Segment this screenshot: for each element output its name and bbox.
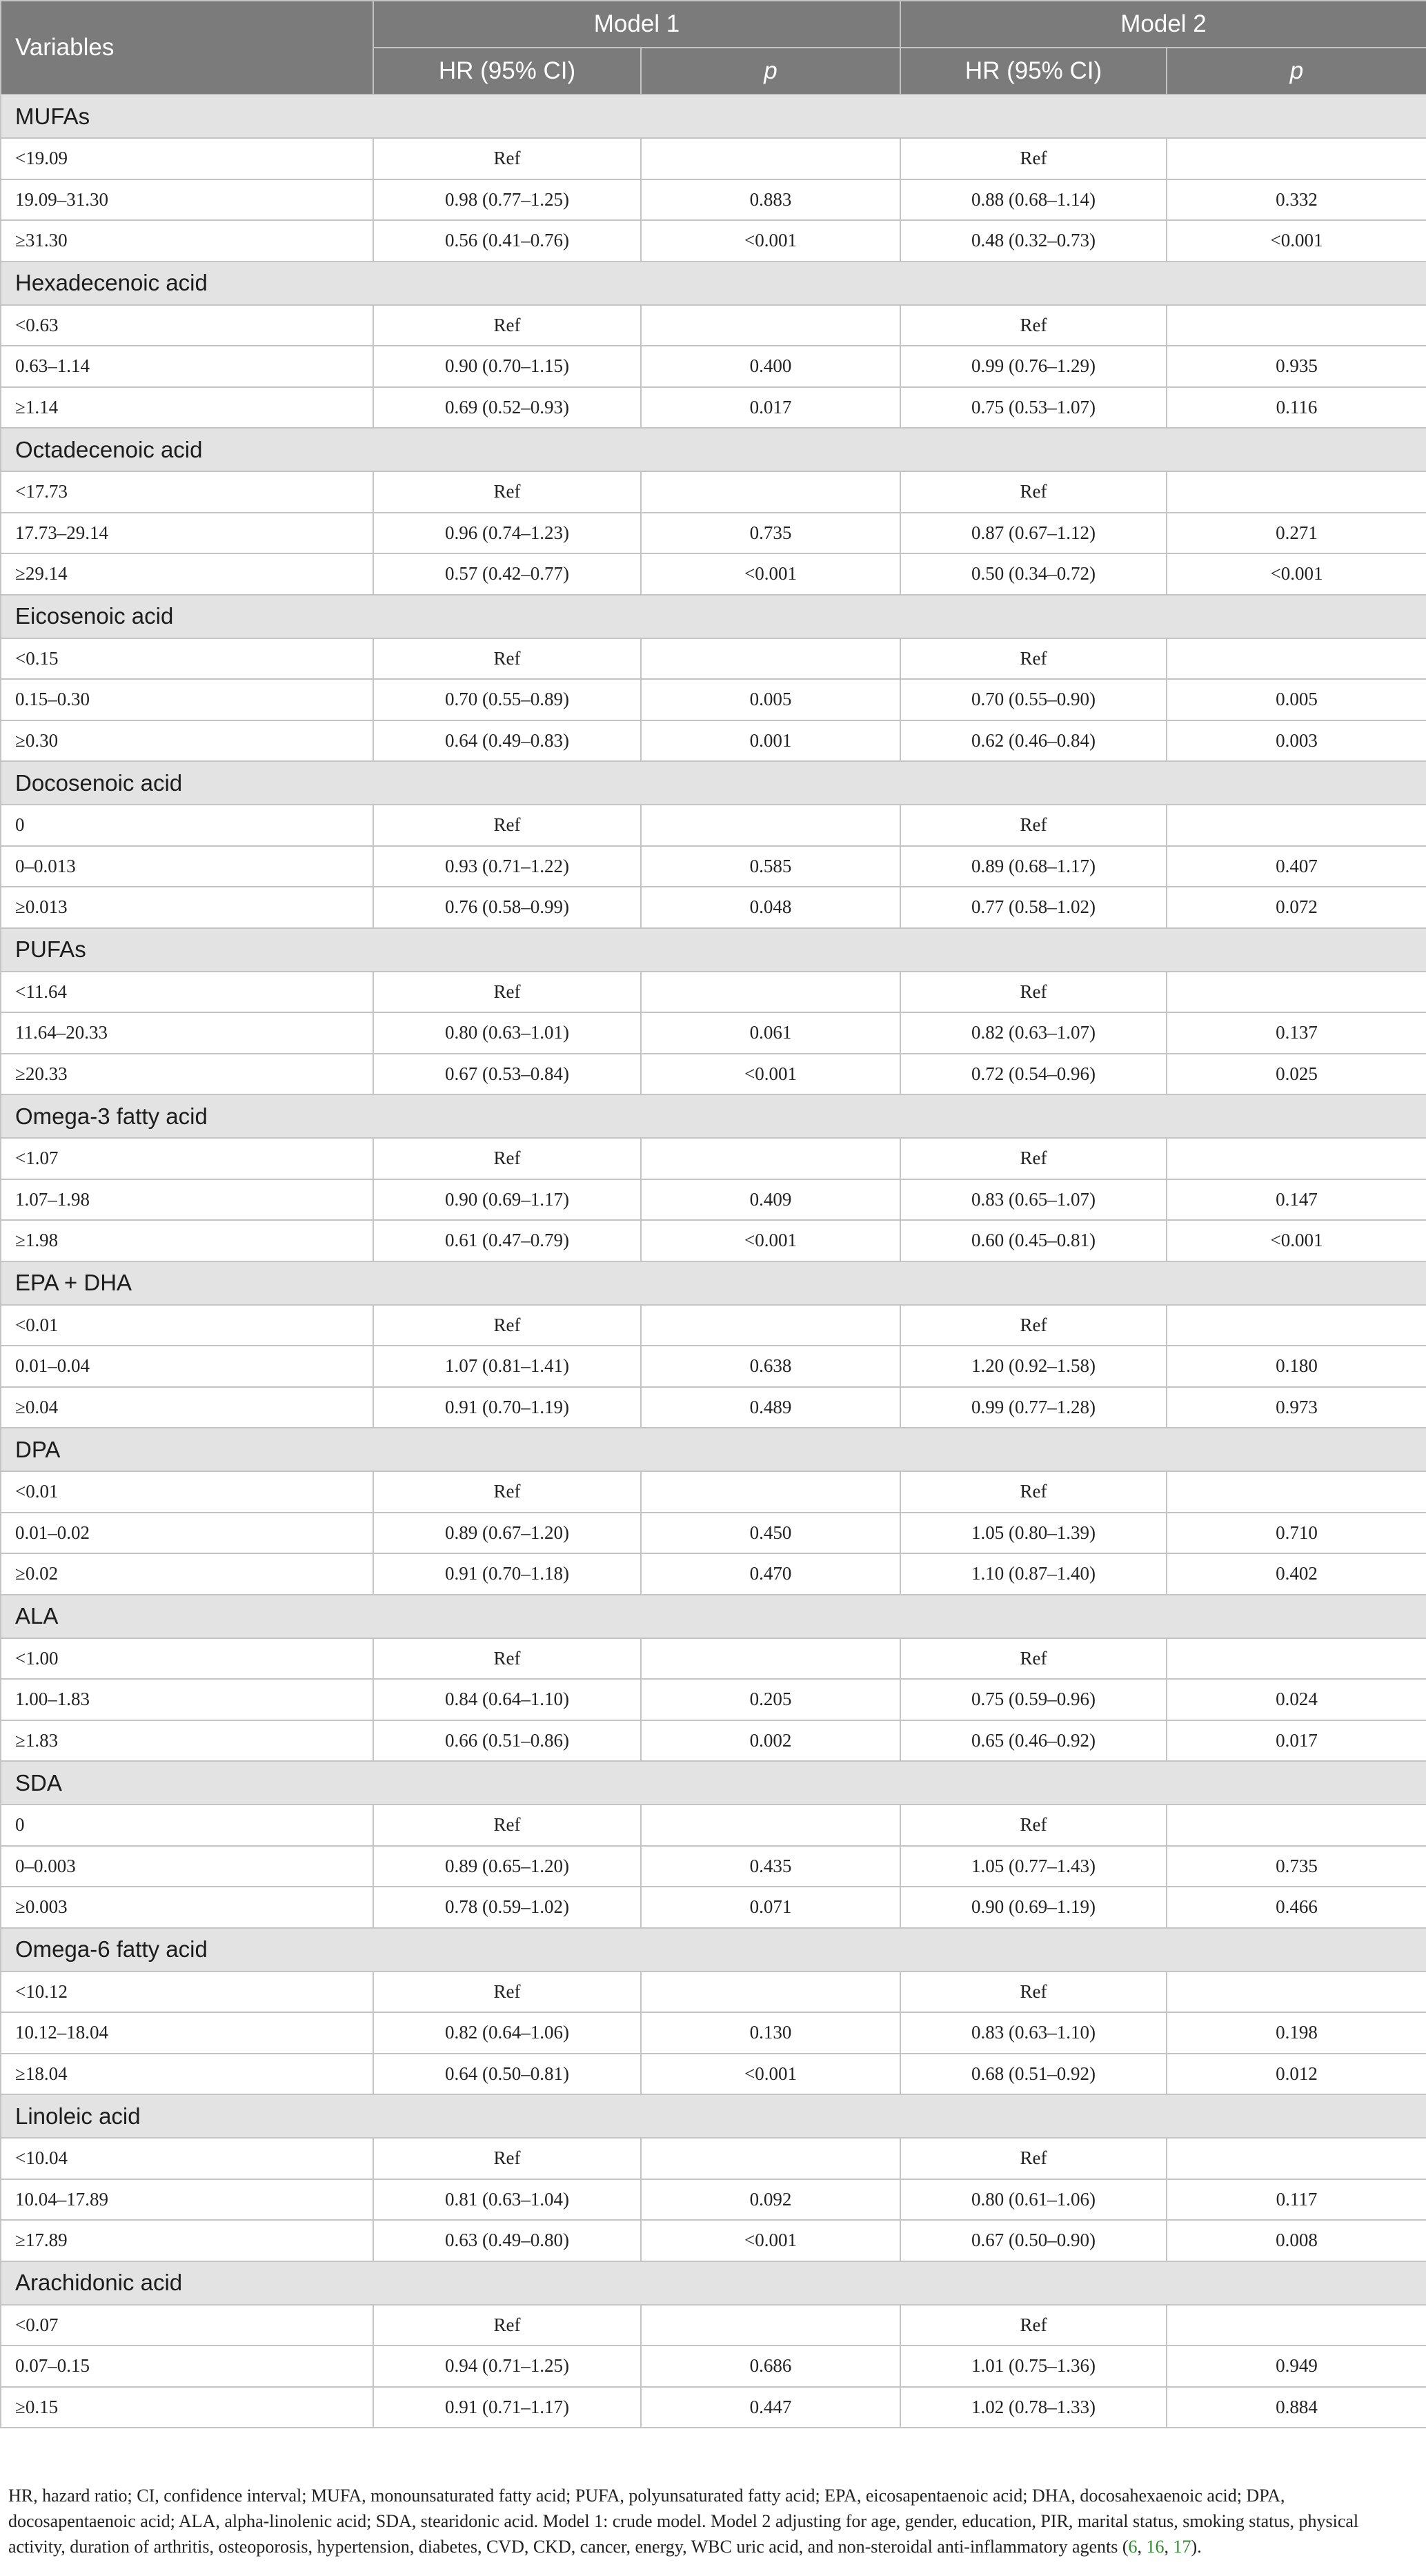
- model1-p-cell: <0.001: [641, 1220, 900, 1261]
- model2-hr-cell: Ref: [900, 305, 1167, 346]
- model2-p-cell: [1167, 305, 1426, 346]
- model1-hr-cell: Ref: [373, 1805, 641, 1846]
- model1-hr-cell: 0.78 (0.59–1.02): [373, 1887, 641, 1928]
- row-label-cell: ≥1.83: [1, 1720, 373, 1762]
- model1-hr-cell: Ref: [373, 138, 641, 179]
- group-row: [1, 262, 1426, 305]
- table-row: [1, 2054, 1426, 2095]
- model1-p-cell: 0.447: [641, 2387, 900, 2428]
- model2-hr-cell: 0.77 (0.58–1.02): [900, 887, 1167, 928]
- table-row: [1, 1887, 1426, 1928]
- model1-hr-cell: 0.98 (0.77–1.25): [373, 179, 641, 221]
- model1-p-cell: [641, 305, 900, 346]
- table-row: [1, 1054, 1426, 1095]
- model2-p-cell: 0.407: [1167, 846, 1426, 887]
- model1-p-cell: [641, 1805, 900, 1846]
- row-label-cell: ≥0.02: [1, 1553, 373, 1595]
- group-label: Arachidonic acid: [1, 2261, 1426, 2305]
- model2-hr-cell: 0.87 (0.67–1.12): [900, 513, 1167, 554]
- table-row: [1, 513, 1426, 554]
- model2-hr-cell: 0.88 (0.68–1.14): [900, 179, 1167, 221]
- model1-hr-cell: Ref: [373, 805, 641, 846]
- model1-hr-cell: Ref: [373, 1471, 641, 1513]
- model2-hr-cell: 0.65 (0.46–0.92): [900, 1720, 1167, 1762]
- group-row: [1, 1428, 1426, 1471]
- row-label-cell: 0.07–0.15: [1, 2346, 373, 2387]
- model1-hr-cell: 0.76 (0.58–0.99): [373, 887, 641, 928]
- model1-hr-cell: 0.91 (0.70–1.18): [373, 1553, 641, 1595]
- table-row: [1, 887, 1426, 928]
- row-label-cell: 0.01–0.04: [1, 1346, 373, 1387]
- table-row: [1, 1471, 1426, 1513]
- group-row: [1, 428, 1426, 471]
- table-body: [1, 95, 1426, 2428]
- model1-hr-cell: 0.90 (0.70–1.15): [373, 346, 641, 387]
- model1-hr-cell: 0.89 (0.65–1.20): [373, 1846, 641, 1887]
- table-row: [1, 2305, 1426, 2346]
- footnote-ref-link[interactable]: 6: [1128, 2537, 1138, 2557]
- model1-hr-cell: Ref: [373, 2305, 641, 2346]
- header-model2-p: p: [1167, 48, 1426, 95]
- model2-hr-cell: Ref: [900, 1138, 1167, 1179]
- model1-p-cell: 0.735: [641, 513, 900, 554]
- table-row: [1, 1179, 1426, 1221]
- model2-hr-cell: 0.75 (0.53–1.07): [900, 387, 1167, 429]
- table-row: [1, 471, 1426, 513]
- model2-p-cell: 0.402: [1167, 1553, 1426, 1595]
- model1-hr-cell: Ref: [373, 1638, 641, 1680]
- group-label: Linoleic acid: [1, 2094, 1426, 2138]
- row-label-cell: 0: [1, 1805, 373, 1846]
- row-label-cell: ≥0.30: [1, 720, 373, 762]
- model2-p-cell: 0.935: [1167, 346, 1426, 387]
- model1-hr-cell: 0.90 (0.69–1.17): [373, 1179, 641, 1221]
- table-row: [1, 220, 1426, 262]
- group-row: [1, 1928, 1426, 1972]
- row-label-cell: 19.09–31.30: [1, 179, 373, 221]
- group-row: [1, 2094, 1426, 2138]
- group-label: Omega-3 fatty acid: [1, 1094, 1426, 1138]
- model2-hr-cell: 0.48 (0.32–0.73): [900, 220, 1167, 262]
- row-label-cell: <0.63: [1, 305, 373, 346]
- model2-hr-cell: 0.68 (0.51–0.92): [900, 2054, 1167, 2095]
- model1-p-cell: [641, 1638, 900, 1680]
- header-model-2: Model 2: [900, 1, 1426, 48]
- model1-p-cell: [641, 638, 900, 680]
- model2-p-cell: [1167, 1471, 1426, 1513]
- model1-p-cell: <0.001: [641, 2220, 900, 2261]
- model2-hr-cell: Ref: [900, 1805, 1167, 1846]
- model2-p-cell: [1167, 1972, 1426, 2013]
- model2-hr-cell: Ref: [900, 138, 1167, 179]
- table-row: [1, 2387, 1426, 2428]
- group-label: Octadecenoic acid: [1, 428, 1426, 471]
- model1-hr-cell: 0.63 (0.49–0.80): [373, 2220, 641, 2261]
- model2-hr-cell: Ref: [900, 1638, 1167, 1680]
- model2-p-cell: 0.116: [1167, 387, 1426, 429]
- model1-p-cell: <0.001: [641, 553, 900, 595]
- model1-p-cell: [641, 2305, 900, 2346]
- table-row: [1, 2220, 1426, 2261]
- model1-hr-cell: 0.96 (0.74–1.23): [373, 513, 641, 554]
- model1-p-cell: 0.005: [641, 679, 900, 720]
- table-row: [1, 1679, 1426, 1720]
- table-row: [1, 805, 1426, 846]
- model2-hr-cell: 0.83 (0.63–1.10): [900, 2012, 1167, 2054]
- model1-p-cell: 0.071: [641, 1887, 900, 1928]
- model2-p-cell: 0.735: [1167, 1846, 1426, 1887]
- model2-p-cell: <0.001: [1167, 553, 1426, 595]
- table-row: [1, 1513, 1426, 1554]
- row-label-cell: 0–0.013: [1, 846, 373, 887]
- model1-hr-cell: Ref: [373, 1305, 641, 1346]
- row-label-cell: <0.07: [1, 2305, 373, 2346]
- model1-hr-cell: 0.61 (0.47–0.79): [373, 1220, 641, 1261]
- model1-p-cell: <0.001: [641, 1054, 900, 1095]
- model1-hr-cell: 0.70 (0.55–0.89): [373, 679, 641, 720]
- row-label-cell: 0–0.003: [1, 1846, 373, 1887]
- table-row: [1, 1805, 1426, 1846]
- model2-p-cell: <0.001: [1167, 1220, 1426, 1261]
- table-row: [1, 1220, 1426, 1261]
- model1-hr-cell: Ref: [373, 305, 641, 346]
- model2-hr-cell: Ref: [900, 638, 1167, 680]
- model2-p-cell: <0.001: [1167, 220, 1426, 262]
- model2-p-cell: 0.012: [1167, 2054, 1426, 2095]
- model1-p-cell: 0.435: [641, 1846, 900, 1887]
- table-row: [1, 1387, 1426, 1428]
- model1-p-cell: 0.205: [641, 1679, 900, 1720]
- table-footnote: [8, 2483, 1416, 2559]
- model1-p-cell: 0.061: [641, 1012, 900, 1054]
- row-label-cell: ≥17.89: [1, 2220, 373, 2261]
- table-row: [1, 553, 1426, 595]
- model1-hr-cell: 0.91 (0.71–1.17): [373, 2387, 641, 2428]
- model2-hr-cell: Ref: [900, 972, 1167, 1013]
- row-label-cell: ≥0.04: [1, 1387, 373, 1428]
- row-label-cell: ≥0.15: [1, 2387, 373, 2428]
- model2-p-cell: [1167, 1138, 1426, 1179]
- model2-p-cell: [1167, 2305, 1426, 2346]
- header-model2-hr: HR (95% CI): [900, 48, 1167, 95]
- header-row-models: [1, 1, 1426, 48]
- model1-p-cell: 0.002: [641, 1720, 900, 1762]
- model1-p-cell: 0.130: [641, 2012, 900, 2054]
- model1-hr-cell: 0.64 (0.49–0.83): [373, 720, 641, 762]
- table-row: [1, 1553, 1426, 1595]
- group-row: [1, 1261, 1426, 1305]
- row-label-cell: <0.01: [1, 1471, 373, 1513]
- model2-p-cell: 0.466: [1167, 1887, 1426, 1928]
- model1-p-cell: 0.638: [641, 1346, 900, 1387]
- table-row: [1, 638, 1426, 680]
- row-label-cell: <11.64: [1, 972, 373, 1013]
- model2-hr-cell: Ref: [900, 471, 1167, 513]
- model2-hr-cell: 0.99 (0.76–1.29): [900, 346, 1167, 387]
- row-label-cell: ≥1.14: [1, 387, 373, 429]
- header-model1-hr: HR (95% CI): [373, 48, 641, 95]
- model1-p-cell: 0.686: [641, 2346, 900, 2387]
- table-row: [1, 2012, 1426, 2054]
- footnote-end: ).: [1191, 2537, 1202, 2557]
- model2-hr-cell: 1.10 (0.87–1.40): [900, 1553, 1167, 1595]
- model1-hr-cell: 0.89 (0.67–1.20): [373, 1513, 641, 1554]
- model1-hr-cell: 0.64 (0.50–0.81): [373, 2054, 641, 2095]
- row-label-cell: ≥1.98: [1, 1220, 373, 1261]
- group-label: PUFAs: [1, 928, 1426, 972]
- model2-p-cell: [1167, 1805, 1426, 1846]
- model2-hr-cell: 0.60 (0.45–0.81): [900, 1220, 1167, 1261]
- model2-p-cell: [1167, 471, 1426, 513]
- row-label-cell: <10.12: [1, 1972, 373, 2013]
- model1-hr-cell: Ref: [373, 1138, 641, 1179]
- model2-p-cell: 0.180: [1167, 1346, 1426, 1387]
- model2-p-cell: [1167, 1305, 1426, 1346]
- model1-hr-cell: 0.57 (0.42–0.77): [373, 553, 641, 595]
- table-row: [1, 387, 1426, 429]
- model1-p-cell: [641, 1972, 900, 2013]
- model1-p-cell: 0.883: [641, 179, 900, 221]
- group-label: EPA + DHA: [1, 1261, 1426, 1305]
- header-variables: Variables: [1, 1, 373, 95]
- model1-hr-cell: Ref: [373, 972, 641, 1013]
- row-label-cell: 0.15–0.30: [1, 679, 373, 720]
- model2-hr-cell: Ref: [900, 1305, 1167, 1346]
- model2-p-cell: 0.973: [1167, 1387, 1426, 1428]
- table-row: [1, 179, 1426, 221]
- row-label-cell: <10.04: [1, 2138, 373, 2179]
- table-header: [1, 1, 1426, 95]
- model1-hr-cell: 0.91 (0.70–1.19): [373, 1387, 641, 1428]
- model1-p-cell: 0.048: [641, 887, 900, 928]
- model2-p-cell: 0.884: [1167, 2387, 1426, 2428]
- group-row: [1, 1595, 1426, 1638]
- model2-hr-cell: 0.82 (0.63–1.07): [900, 1012, 1167, 1054]
- row-label-cell: ≥31.30: [1, 220, 373, 262]
- model1-hr-cell: 1.07 (0.81–1.41): [373, 1346, 641, 1387]
- model2-p-cell: [1167, 138, 1426, 179]
- table-row: [1, 138, 1426, 179]
- row-label-cell: 1.00–1.83: [1, 1679, 373, 1720]
- model2-p-cell: 0.137: [1167, 1012, 1426, 1054]
- model1-p-cell: 0.001: [641, 720, 900, 762]
- model2-hr-cell: Ref: [900, 805, 1167, 846]
- model1-hr-cell: 0.93 (0.71–1.22): [373, 846, 641, 887]
- model2-p-cell: 0.072: [1167, 887, 1426, 928]
- model2-hr-cell: 0.70 (0.55–0.90): [900, 679, 1167, 720]
- row-label-cell: <1.00: [1, 1638, 373, 1680]
- model1-hr-cell: 0.67 (0.53–0.84): [373, 1054, 641, 1095]
- row-label-cell: <17.73: [1, 471, 373, 513]
- table-row: [1, 1305, 1426, 1346]
- model2-hr-cell: 0.50 (0.34–0.72): [900, 553, 1167, 595]
- row-label-cell: 1.07–1.98: [1, 1179, 373, 1221]
- model1-p-cell: [641, 2138, 900, 2179]
- group-row: [1, 2261, 1426, 2305]
- header-model-1: Model 1: [373, 1, 900, 48]
- model2-hr-cell: 0.90 (0.69–1.19): [900, 1887, 1167, 1928]
- model1-hr-cell: 0.80 (0.63–1.01): [373, 1012, 641, 1054]
- model1-p-cell: <0.001: [641, 220, 900, 262]
- group-row: [1, 1094, 1426, 1138]
- model1-hr-cell: Ref: [373, 471, 641, 513]
- table-row: [1, 1012, 1426, 1054]
- model2-p-cell: 0.008: [1167, 2220, 1426, 2261]
- model2-p-cell: 0.024: [1167, 1679, 1426, 1720]
- table-row: [1, 679, 1426, 720]
- model2-p-cell: 0.017: [1167, 1720, 1426, 1762]
- model1-p-cell: 0.409: [641, 1179, 900, 1221]
- footnote-separator: ,: [1164, 2537, 1174, 2557]
- model1-p-cell: 0.092: [641, 2179, 900, 2221]
- group-label: Hexadecenoic acid: [1, 262, 1426, 305]
- row-label-cell: 0.01–0.02: [1, 1513, 373, 1554]
- model2-hr-cell: 0.75 (0.59–0.96): [900, 1679, 1167, 1720]
- model1-hr-cell: 0.82 (0.64–1.06): [373, 2012, 641, 2054]
- model1-p-cell: 0.585: [641, 846, 900, 887]
- row-label-cell: ≥0.013: [1, 887, 373, 928]
- table-row: [1, 720, 1426, 762]
- row-label-cell: ≥18.04: [1, 2054, 373, 2095]
- model2-p-cell: [1167, 2138, 1426, 2179]
- model1-hr-cell: 0.69 (0.52–0.93): [373, 387, 641, 429]
- model1-p-cell: 0.400: [641, 346, 900, 387]
- model1-hr-cell: Ref: [373, 638, 641, 680]
- model2-hr-cell: 0.72 (0.54–0.96): [900, 1054, 1167, 1095]
- model2-p-cell: 0.005: [1167, 679, 1426, 720]
- row-label-cell: 0: [1, 805, 373, 846]
- model2-p-cell: [1167, 805, 1426, 846]
- table-row: [1, 1972, 1426, 2013]
- model2-hr-cell: Ref: [900, 2138, 1167, 2179]
- row-label-cell: 17.73–29.14: [1, 513, 373, 554]
- group-label: SDA: [1, 1761, 1426, 1805]
- model2-hr-cell: Ref: [900, 1972, 1167, 2013]
- model2-p-cell: [1167, 972, 1426, 1013]
- table-row: [1, 2179, 1426, 2221]
- model2-p-cell: [1167, 638, 1426, 680]
- model2-hr-cell: Ref: [900, 2305, 1167, 2346]
- model2-hr-cell: 0.67 (0.50–0.90): [900, 2220, 1167, 2261]
- group-label: MUFAs: [1, 95, 1426, 138]
- model2-p-cell: 0.003: [1167, 720, 1426, 762]
- header-model1-p: p: [641, 48, 900, 95]
- model2-hr-cell: Ref: [900, 1471, 1167, 1513]
- footnote-ref-link[interactable]: 17: [1173, 2537, 1191, 2557]
- group-row: [1, 761, 1426, 805]
- model1-hr-cell: 0.81 (0.63–1.04): [373, 2179, 641, 2221]
- group-label: Docosenoic acid: [1, 761, 1426, 805]
- model2-hr-cell: 0.83 (0.65–1.07): [900, 1179, 1167, 1221]
- model1-p-cell: 0.470: [641, 1553, 900, 1595]
- row-label-cell: 11.64–20.33: [1, 1012, 373, 1054]
- model2-p-cell: [1167, 1638, 1426, 1680]
- model2-hr-cell: 1.02 (0.78–1.33): [900, 2387, 1167, 2428]
- table-row: [1, 346, 1426, 387]
- group-label: DPA: [1, 1428, 1426, 1471]
- model1-p-cell: <0.001: [641, 2054, 900, 2095]
- table-row: [1, 1846, 1426, 1887]
- model2-p-cell: 0.025: [1167, 1054, 1426, 1095]
- group-row: [1, 1761, 1426, 1805]
- model1-p-cell: 0.489: [641, 1387, 900, 1428]
- model2-p-cell: 0.710: [1167, 1513, 1426, 1554]
- model2-hr-cell: 1.20 (0.92–1.58): [900, 1346, 1167, 1387]
- table-row: [1, 1720, 1426, 1762]
- table-row: [1, 1346, 1426, 1387]
- footnote-ref-link[interactable]: 16: [1146, 2537, 1165, 2557]
- table-row: [1, 2346, 1426, 2387]
- model2-p-cell: 0.198: [1167, 2012, 1426, 2054]
- table-row: [1, 846, 1426, 887]
- row-label-cell: <19.09: [1, 138, 373, 179]
- model1-hr-cell: 0.56 (0.41–0.76): [373, 220, 641, 262]
- model1-p-cell: [641, 972, 900, 1013]
- table-row: [1, 972, 1426, 1013]
- model1-hr-cell: 0.66 (0.51–0.86): [373, 1720, 641, 1762]
- table-row: [1, 305, 1426, 346]
- model2-hr-cell: 0.99 (0.77–1.28): [900, 1387, 1167, 1428]
- row-label-cell: 0.63–1.14: [1, 346, 373, 387]
- row-label-cell: 10.04–17.89: [1, 2179, 373, 2221]
- footnote-separator: ,: [1137, 2537, 1147, 2557]
- model2-p-cell: 0.949: [1167, 2346, 1426, 2387]
- group-row: [1, 928, 1426, 972]
- group-label: Eicosenoic acid: [1, 595, 1426, 638]
- model1-p-cell: [641, 1138, 900, 1179]
- model2-hr-cell: 0.80 (0.61–1.06): [900, 2179, 1167, 2221]
- group-row: [1, 595, 1426, 638]
- model1-p-cell: [641, 805, 900, 846]
- model2-hr-cell: 0.89 (0.68–1.17): [900, 846, 1167, 887]
- model1-hr-cell: 0.94 (0.71–1.25): [373, 2346, 641, 2387]
- model1-p-cell: [641, 1471, 900, 1513]
- model2-hr-cell: 0.62 (0.46–0.84): [900, 720, 1167, 762]
- model2-p-cell: 0.147: [1167, 1179, 1426, 1221]
- model2-p-cell: 0.332: [1167, 179, 1426, 221]
- row-label-cell: <1.07: [1, 1138, 373, 1179]
- model1-hr-cell: Ref: [373, 2138, 641, 2179]
- row-label-cell: <0.01: [1, 1305, 373, 1346]
- model2-hr-cell: 1.01 (0.75–1.36): [900, 2346, 1167, 2387]
- model1-p-cell: 0.450: [641, 1513, 900, 1554]
- model2-hr-cell: 1.05 (0.80–1.39): [900, 1513, 1167, 1554]
- table-row: [1, 1638, 1426, 1680]
- table-row: [1, 1138, 1426, 1179]
- row-label-cell: ≥20.33: [1, 1054, 373, 1095]
- group-label: Omega-6 fatty acid: [1, 1928, 1426, 1972]
- model1-p-cell: [641, 471, 900, 513]
- footnote-text: HR, hazard ratio; CI, confidence interval; MUFA, monounsaturated fatty acid; PUFA, polyunsaturated fatty acid; EPA, eicosapentaenoic acid; DHA, docosahexaenoic acid; DPA, docosapentaenoic acid; ALA, alpha-linolenic acid; SDA, stearidonic acid. Model 1: crude model. Model 2 adjusting for age, gender, education, PIR, marital status, smoking status, physical activity, duration of arthritis, osteoporosis, hypertension, diabetes, CVD, CKD, cancer, energy, WBC uric acid, and non-steroidal anti-inflammatory agents (: [8, 2486, 1359, 2557]
- row-label-cell: ≥0.003: [1, 1887, 373, 1928]
- model2-p-cell: 0.117: [1167, 2179, 1426, 2221]
- model1-hr-cell: Ref: [373, 1972, 641, 2013]
- table-row: [1, 2138, 1426, 2179]
- model1-p-cell: [641, 1305, 900, 1346]
- model2-p-cell: 0.271: [1167, 513, 1426, 554]
- row-label-cell: ≥29.14: [1, 553, 373, 595]
- group-label: ALA: [1, 1595, 1426, 1638]
- model1-p-cell: 0.017: [641, 387, 900, 429]
- group-row: [1, 95, 1426, 138]
- row-label-cell: <0.15: [1, 638, 373, 680]
- model1-hr-cell: 0.84 (0.64–1.10): [373, 1679, 641, 1720]
- model1-p-cell: [641, 138, 900, 179]
- model2-hr-cell: 1.05 (0.77–1.43): [900, 1846, 1167, 1887]
- row-label-cell: 10.12–18.04: [1, 2012, 373, 2054]
